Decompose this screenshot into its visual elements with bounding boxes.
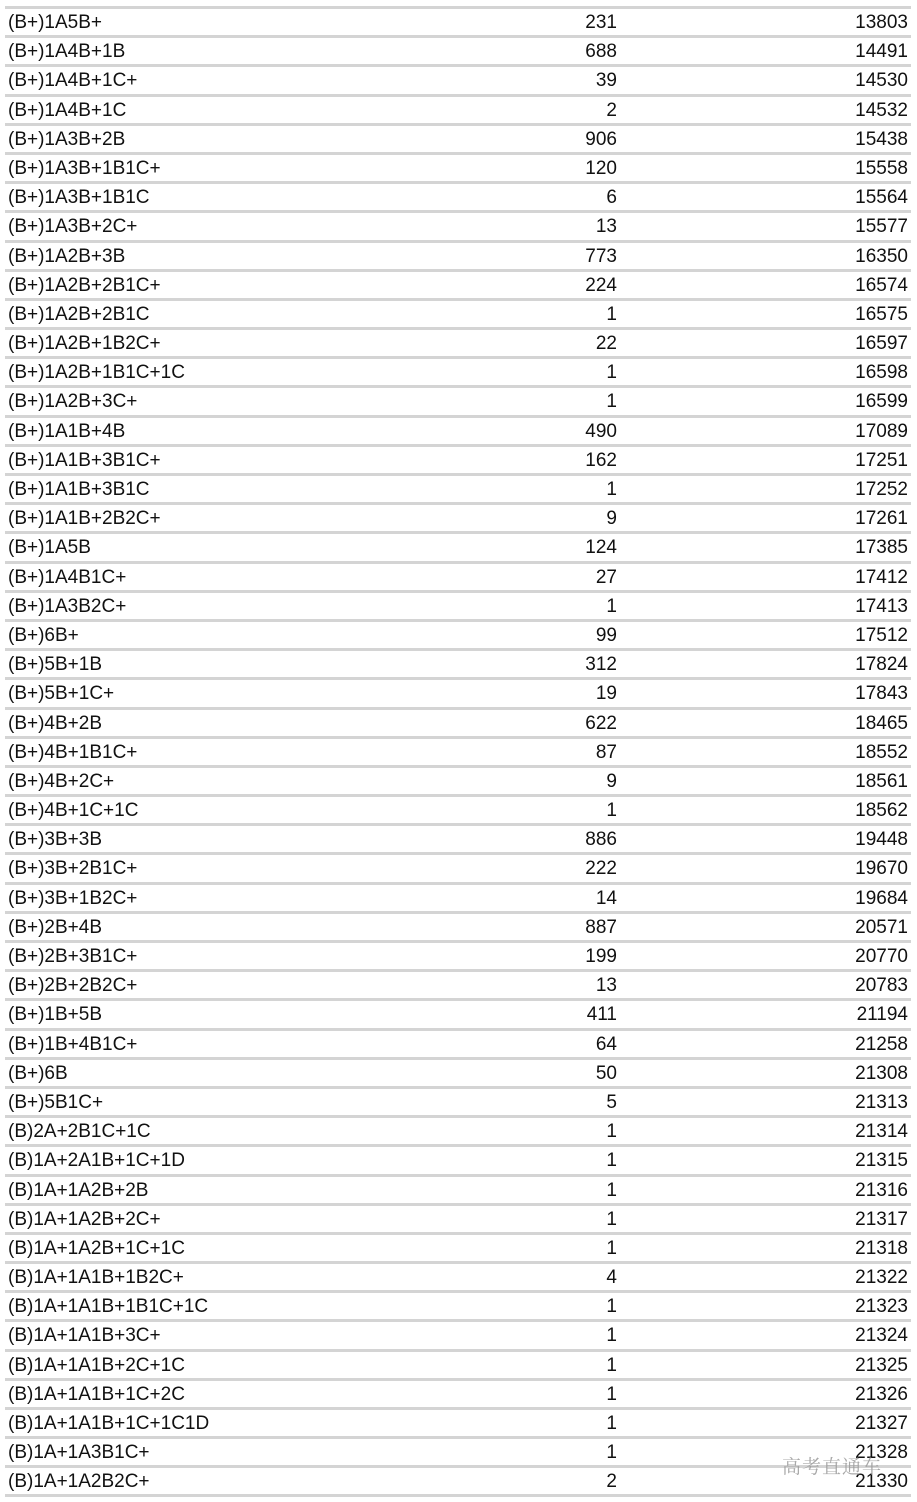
row-label: (B+)1A4B+1C+ bbox=[8, 70, 138, 92]
row-count: 1 bbox=[606, 1237, 617, 1259]
table-row bbox=[5, 327, 911, 356]
table-row bbox=[5, 940, 911, 969]
table-row bbox=[5, 1174, 911, 1203]
row-cumulative: 16599 bbox=[855, 391, 908, 413]
score-table bbox=[5, 6, 911, 1497]
row-count: 99 bbox=[595, 624, 617, 646]
row-count: 1 bbox=[606, 1383, 617, 1405]
row-label: (B+)1A1B+4B bbox=[8, 420, 126, 442]
row-cumulative: 16350 bbox=[855, 245, 908, 267]
row-label: (B+)1A2B+3C+ bbox=[8, 391, 138, 413]
table-row bbox=[5, 181, 911, 210]
table-row bbox=[5, 794, 911, 823]
table-row bbox=[5, 852, 911, 881]
row-cumulative: 14532 bbox=[855, 99, 908, 121]
row-cumulative: 17824 bbox=[855, 654, 908, 676]
row-label: (B+)1A1B+2B2C+ bbox=[8, 508, 161, 530]
table-row bbox=[5, 356, 911, 385]
table-row bbox=[5, 998, 911, 1027]
row-cumulative: 20783 bbox=[855, 975, 908, 997]
row-label: (B)1A+1A2B+2C+ bbox=[8, 1208, 161, 1230]
table-row bbox=[5, 94, 911, 123]
row-cumulative: 17512 bbox=[855, 624, 908, 646]
row-cumulative: 21324 bbox=[855, 1325, 908, 1347]
row-count: 64 bbox=[595, 1033, 617, 1055]
row-count: 2 bbox=[606, 99, 617, 121]
row-count: 1 bbox=[606, 1296, 617, 1318]
row-cumulative: 21327 bbox=[855, 1413, 908, 1434]
row-cumulative: 20571 bbox=[855, 916, 908, 938]
row-cumulative: 21322 bbox=[855, 1267, 908, 1289]
row-cumulative: 21314 bbox=[855, 1121, 908, 1143]
table-row bbox=[5, 1057, 911, 1086]
row-count: 162 bbox=[585, 449, 617, 471]
row-label: (B)1A+1A2B+1C+1C bbox=[8, 1237, 185, 1259]
row-label: (B+)3B+1B2C+ bbox=[8, 887, 138, 909]
row-label: (B+)1A2B+3B bbox=[8, 245, 126, 267]
row-label: (B+)1B+5B bbox=[8, 1004, 102, 1026]
row-cumulative: 15438 bbox=[855, 128, 908, 150]
table-row bbox=[5, 1349, 911, 1378]
row-label: (B+)2B+4B bbox=[8, 916, 102, 938]
row-count: 1 bbox=[606, 1208, 617, 1230]
table-row bbox=[5, 677, 911, 706]
table-row bbox=[5, 210, 911, 239]
row-count: 39 bbox=[595, 70, 617, 92]
row-cumulative: 18562 bbox=[855, 800, 908, 822]
row-count: 50 bbox=[595, 1062, 617, 1084]
row-label: (B+)3B+2B1C+ bbox=[8, 858, 138, 880]
row-cumulative: 17385 bbox=[855, 537, 908, 559]
row-cumulative: 21328 bbox=[855, 1442, 908, 1464]
row-cumulative: 18561 bbox=[855, 770, 908, 792]
table-row bbox=[5, 1086, 911, 1115]
row-count: 773 bbox=[585, 245, 617, 267]
row-cumulative: 14491 bbox=[855, 41, 908, 63]
row-count: 120 bbox=[585, 157, 617, 179]
row-label: (B+)5B+1C+ bbox=[8, 683, 115, 705]
table-row bbox=[5, 561, 911, 590]
row-count: 1 bbox=[606, 800, 617, 822]
row-cumulative: 16598 bbox=[855, 362, 908, 384]
row-count: 19 bbox=[595, 683, 617, 705]
row-count: 124 bbox=[585, 537, 617, 559]
row-label: (B)1A+1A2B+2B bbox=[8, 1179, 149, 1201]
row-count: 411 bbox=[586, 1004, 617, 1026]
table-row bbox=[5, 531, 911, 560]
row-label: (B)1A+1A1B+1B1C+1C bbox=[8, 1296, 209, 1318]
row-label: (B+)2B+3B1C+ bbox=[8, 946, 138, 967]
row-label: (B)1A+1A1B+1C+2C bbox=[8, 1383, 185, 1405]
row-count: 887 bbox=[585, 916, 617, 938]
table-row bbox=[5, 298, 911, 327]
row-cumulative: 21330 bbox=[855, 1471, 908, 1493]
row-count: 4 bbox=[606, 1267, 617, 1289]
row-cumulative: 14530 bbox=[855, 70, 908, 92]
row-label: (B+)4B+1C+1C bbox=[8, 800, 139, 822]
row-cumulative: 19448 bbox=[855, 829, 908, 851]
row-count: 2 bbox=[606, 1471, 617, 1493]
row-label: (B)1A+1A1B+1C+1C1D bbox=[8, 1413, 210, 1434]
row-cumulative: 17413 bbox=[855, 595, 908, 617]
row-count: 1 bbox=[606, 1442, 617, 1464]
row-label: (B+)1A2B+1B1C+1C bbox=[8, 362, 185, 384]
table-row bbox=[5, 1028, 911, 1057]
row-cumulative: 16574 bbox=[855, 274, 908, 296]
row-count: 886 bbox=[585, 829, 617, 851]
table-row bbox=[5, 590, 911, 619]
row-count: 27 bbox=[595, 566, 617, 588]
row-count: 9 bbox=[606, 508, 617, 530]
table-row bbox=[5, 882, 911, 911]
table-row bbox=[5, 240, 911, 269]
row-label: (B+)1A3B+2C+ bbox=[8, 216, 138, 238]
watermark-text: 高考直通车 bbox=[781, 1456, 882, 1478]
row-count: 13 bbox=[595, 975, 617, 997]
row-label: (B+)1A4B+1B bbox=[8, 41, 126, 63]
table-row bbox=[5, 415, 911, 444]
row-label: (B+)1A4B+1C bbox=[8, 99, 127, 121]
table-row bbox=[5, 385, 911, 414]
row-label: (B+)6B+ bbox=[8, 624, 79, 646]
table-row bbox=[5, 648, 911, 677]
row-cumulative: 15558 bbox=[855, 157, 908, 179]
row-label: (B+)2B+2B2C+ bbox=[8, 975, 138, 997]
row-cumulative: 16597 bbox=[855, 333, 908, 355]
table-row bbox=[5, 473, 911, 502]
table-row bbox=[5, 736, 911, 765]
row-label: (B+)1A5B+ bbox=[8, 12, 102, 33]
row-label: (B)1A+1A1B+2C+1C bbox=[8, 1354, 185, 1376]
row-label: (B+)1A1B+3B1C+ bbox=[8, 449, 161, 471]
row-cumulative: 21325 bbox=[855, 1354, 908, 1376]
table-row bbox=[5, 707, 911, 736]
row-label: (B)1A+1A3B1C+ bbox=[8, 1442, 150, 1464]
row-label: (B+)3B+3B bbox=[8, 829, 102, 851]
table-row bbox=[5, 1203, 911, 1232]
row-label: (B+)5B1C+ bbox=[8, 1091, 104, 1113]
row-label: (B+)1A3B+1B1C bbox=[8, 187, 150, 209]
table-row bbox=[5, 969, 911, 998]
row-cumulative: 21323 bbox=[855, 1296, 908, 1318]
row-count: 87 bbox=[595, 741, 617, 763]
table-row bbox=[5, 1319, 911, 1348]
row-count: 1 bbox=[606, 479, 617, 500]
row-cumulative: 16575 bbox=[855, 303, 908, 325]
table-row bbox=[5, 1232, 911, 1261]
row-label: (B)2A+2B1C+1C bbox=[8, 1121, 151, 1143]
row-count: 1 bbox=[606, 1121, 617, 1143]
row-cumulative: 21317 bbox=[855, 1208, 908, 1230]
table-row bbox=[5, 35, 911, 64]
row-count: 9 bbox=[606, 770, 617, 792]
table-row bbox=[5, 269, 911, 298]
table-row bbox=[5, 123, 911, 152]
row-count: 312 bbox=[585, 654, 617, 676]
row-cumulative: 21308 bbox=[855, 1062, 908, 1084]
row-label: (B+)1A5B bbox=[8, 537, 91, 559]
row-label: (B+)4B+2C+ bbox=[8, 770, 115, 792]
table-row bbox=[5, 1115, 911, 1144]
row-label: (B)1A+1A1B+3C+ bbox=[8, 1325, 161, 1347]
row-label: (B+)1A3B+2B bbox=[8, 128, 126, 150]
row-count: 22 bbox=[595, 333, 617, 355]
row-count: 1 bbox=[606, 1413, 617, 1434]
row-cumulative: 21258 bbox=[855, 1033, 908, 1055]
row-count: 6 bbox=[606, 187, 617, 209]
row-label: (B+)4B+1B1C+ bbox=[8, 741, 138, 763]
row-label: (B)1A+2A1B+1C+1D bbox=[8, 1150, 185, 1172]
table-row bbox=[5, 64, 911, 93]
row-label: (B)1A+1A1B+1B2C+ bbox=[8, 1267, 184, 1289]
row-label: (B+)1A2B+2B1C bbox=[8, 303, 150, 325]
row-count: 1 bbox=[606, 303, 617, 325]
row-cumulative: 17261 bbox=[855, 508, 908, 530]
row-label: (B+)1A4B1C+ bbox=[8, 566, 127, 588]
row-cumulative: 17412 bbox=[855, 566, 908, 588]
row-label: (B+)1A1B+3B1C bbox=[8, 479, 150, 500]
row-cumulative: 17252 bbox=[855, 479, 908, 500]
row-cumulative: 19684 bbox=[855, 887, 908, 909]
row-count: 1 bbox=[606, 595, 617, 617]
row-count: 14 bbox=[595, 887, 617, 909]
row-count: 490 bbox=[585, 420, 617, 442]
row-count: 622 bbox=[585, 712, 617, 734]
row-count: 1 bbox=[606, 1150, 617, 1172]
row-cumulative: 21315 bbox=[855, 1150, 908, 1172]
table-row bbox=[5, 152, 911, 181]
row-count: 224 bbox=[585, 274, 617, 296]
table-row bbox=[5, 444, 911, 473]
row-count: 222 bbox=[585, 858, 617, 880]
row-label: (B+)1A3B2C+ bbox=[8, 595, 127, 617]
row-label: (B+)1B+4B1C+ bbox=[8, 1033, 138, 1055]
row-label: (B+)1A3B+1B1C+ bbox=[8, 157, 161, 179]
row-cumulative: 18465 bbox=[855, 712, 908, 734]
row-count: 1 bbox=[606, 1354, 617, 1376]
row-count: 231 bbox=[585, 12, 617, 33]
table-row bbox=[5, 1144, 911, 1173]
row-count: 199 bbox=[585, 946, 617, 967]
row-label: (B+)1A2B+2B1C+ bbox=[8, 274, 161, 296]
row-cumulative: 17251 bbox=[855, 449, 908, 471]
row-cumulative: 20770 bbox=[855, 946, 908, 967]
row-count: 906 bbox=[585, 128, 617, 150]
row-cumulative: 21326 bbox=[855, 1383, 908, 1405]
table-row bbox=[5, 619, 911, 648]
table-row bbox=[5, 1290, 911, 1319]
row-count: 1 bbox=[606, 391, 617, 413]
table-row bbox=[5, 1436, 911, 1465]
row-cumulative: 21318 bbox=[855, 1237, 908, 1259]
row-count: 1 bbox=[606, 1179, 617, 1201]
row-label: (B)1A+1A2B2C+ bbox=[8, 1471, 150, 1493]
table-row bbox=[5, 1465, 911, 1497]
table-row bbox=[5, 823, 911, 852]
row-label: (B+)1A2B+1B2C+ bbox=[8, 333, 161, 355]
row-cumulative: 17843 bbox=[855, 683, 908, 705]
table-row bbox=[5, 911, 911, 940]
row-label: (B+)5B+1B bbox=[8, 654, 102, 676]
row-label: (B+)6B bbox=[8, 1062, 68, 1084]
row-cumulative: 18552 bbox=[855, 741, 908, 763]
row-cumulative: 21316 bbox=[855, 1179, 908, 1201]
row-count: 1 bbox=[606, 1325, 617, 1347]
row-count: 1 bbox=[606, 362, 617, 384]
row-count: 688 bbox=[585, 41, 617, 63]
table-row bbox=[5, 1407, 911, 1436]
row-cumulative: 17089 bbox=[855, 420, 908, 442]
row-cumulative: 15577 bbox=[855, 216, 908, 238]
row-cumulative: 21194 bbox=[856, 1004, 908, 1026]
row-count: 13 bbox=[595, 216, 617, 238]
table-row bbox=[5, 1378, 911, 1407]
table-row bbox=[5, 502, 911, 531]
table-row bbox=[5, 765, 911, 794]
table-row bbox=[5, 1261, 911, 1290]
table-row bbox=[5, 6, 911, 35]
row-cumulative: 15564 bbox=[855, 187, 908, 209]
row-label: (B+)4B+2B bbox=[8, 712, 102, 734]
row-cumulative: 21313 bbox=[855, 1091, 908, 1113]
row-cumulative: 19670 bbox=[855, 858, 908, 880]
row-count: 5 bbox=[606, 1091, 617, 1113]
row-cumulative: 13803 bbox=[855, 12, 908, 33]
